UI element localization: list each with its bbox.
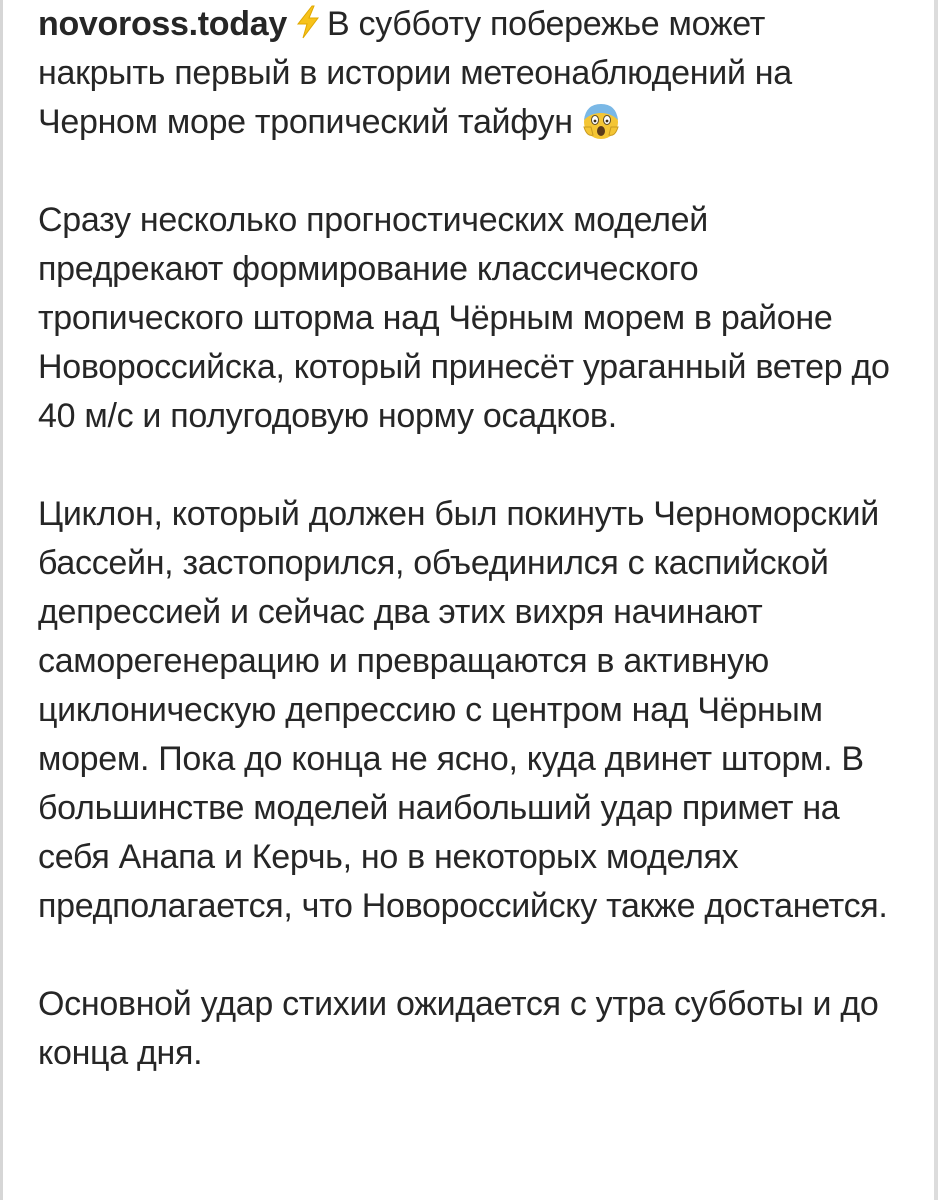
paragraph-gap	[38, 147, 898, 196]
caption-paragraph: Основной удар стихии ожидается с утра субботы и до конца дня.	[38, 985, 879, 1072]
paragraph-gap	[38, 931, 898, 980]
caption-paragraph: Циклон, который должен был покинуть Черноморский бассейн, застопорился, объединился с каспийской депрессией и сейчас два этих вихря начинают саморегенерацию и превращаются в активную циклоническую депрессию с центром над Чёрным морем. Пока до конца не ясно, куда двинет шторм. В большинстве моделей наибольший удар примет на себя Анапа и Керчь, но в некоторых моделях предполагается, что Новороссийску также достанется.	[38, 495, 888, 925]
right-border	[934, 0, 938, 1200]
lightning-bolt-icon	[293, 5, 323, 39]
paragraph-gap	[38, 441, 898, 490]
post-caption	[38, 0, 898, 1078]
username-link[interactable]: novoross.today	[38, 5, 287, 43]
headline-text: В субботу побережье может накрыть первый в истории метеонаблюдений на Черном море тропический тайфун	[38, 5, 792, 141]
left-border	[0, 0, 3, 1200]
caption-headline	[38, 0, 898, 147]
screaming-face-icon	[581, 101, 621, 141]
caption-paragraph: Сразу несколько прогностических моделей предрекают формирование классического тропического шторма над Чёрным морем в районе Новороссийска, который принесёт ураганный ветер до 40 м/с и полугодовую норму осадков.	[38, 201, 890, 435]
